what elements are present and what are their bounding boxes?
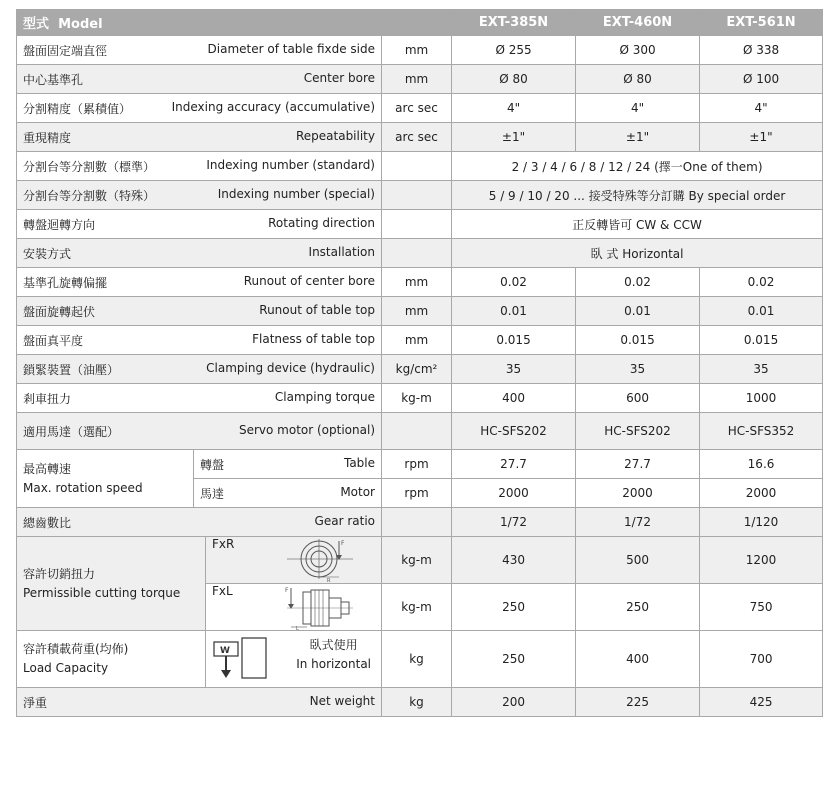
unit: mm [382,36,452,65]
value: 2000 [576,479,700,508]
value: 4" [452,94,576,123]
label-zh: 中心基準孔 [23,72,84,87]
load-w-text: W [220,646,230,656]
value: HC-SFS352 [700,413,823,450]
row-clamping [17,355,823,384]
model-2: EXT-460N [576,10,700,36]
unit [382,210,452,239]
label-zh: 鎖緊裝置（油壓） [23,362,120,377]
value: Ø 80 [576,65,700,94]
row-indexing [17,94,823,123]
unit: kg-m [382,537,452,584]
model-header: 型式 Model [17,10,452,36]
value: 0.015 [700,326,823,355]
load-sub-en: In horizontal [296,657,371,671]
unit [382,508,452,537]
value: 1/72 [576,508,700,537]
label-en: Center bore [303,70,375,85]
row-runout-bore [17,268,823,297]
fxr-cell [206,537,382,584]
fxl-l-text: L [296,626,299,630]
fxr-r-text: R [327,578,331,583]
label-zh: 淨重 [23,695,48,710]
label-en: Flatness of table top [252,331,375,346]
row-torque [17,384,823,413]
value: 35 [452,355,576,384]
label-zh: 分割台等分割數（特殊） [23,188,156,203]
label-zh: 基準孔旋轉偏擺 [23,275,108,290]
value: 2 / 3 / 4 / 6 / 8 / 12 / 24 (擇一One of them) [452,152,823,181]
value: 0.01 [576,297,700,326]
sub-label-en: Table [343,455,375,470]
unit: arc sec [382,123,452,152]
load-label [17,631,206,688]
value: HC-SFS202 [452,413,576,450]
model-3: EXT-561N [700,10,823,36]
row-diameter [17,36,823,65]
load-cell [206,631,382,688]
value: 16.6 [700,450,823,479]
label-zh: 最高轉速 [23,461,72,476]
label-en: Indexing number (standard) [206,157,375,172]
sub-label-zh: 轉盤 [200,457,225,472]
label-zh: 盤面真平度 [23,333,84,348]
row-cutting-fxr [17,537,823,584]
value: 35 [700,355,823,384]
label-zh: 容許積載荷重(均佈) [23,642,129,656]
value: 430 [452,537,576,584]
value: 4" [576,94,700,123]
label-zh: 分割精度（累積值） [23,101,132,116]
label-en: Clamping device (hydraulic) [206,360,375,375]
unit: kg/cm² [382,355,452,384]
label-zh: 適用馬達（選配） [23,424,120,439]
value: 750 [700,584,823,631]
value: ±1" [452,123,576,152]
value: 1200 [700,537,823,584]
label-en: Max. rotation speed [23,480,143,495]
value: Ø 300 [576,36,700,65]
value: 0.02 [452,268,576,297]
value: 425 [700,688,823,717]
value: ±1" [576,123,700,152]
fxr-diagram-icon [283,537,363,583]
value: 2000 [700,479,823,508]
label-en: Indexing accuracy (accumulative) [171,99,375,114]
value: 200 [452,688,576,717]
row-speed-table [17,450,823,479]
unit [382,239,452,268]
label-en: Repeatability [295,128,375,143]
value: 400 [576,631,700,688]
unit: mm [382,65,452,94]
unit: mm [382,297,452,326]
fxl-f-text: F [285,587,289,594]
row-repeat [17,123,823,152]
fxr-f-text: F [341,540,345,547]
value: 0.015 [576,326,700,355]
model-1: EXT-385N [452,10,576,36]
row-flatness [17,326,823,355]
label-zh: 剎車扭力 [23,391,72,406]
label-en: Diameter of table fixde side [207,41,375,56]
fxl-diagram-icon [283,584,363,630]
label-zh: 分割台等分割數（標準） [23,159,156,174]
value: 0.02 [700,268,823,297]
value: 0.015 [452,326,576,355]
unit [382,181,452,210]
unit [382,413,452,450]
value: 1/120 [700,508,823,537]
spec-table [16,9,823,717]
fxl-label: FxL [212,584,233,598]
load-sub-zh: 臥式使用 [309,638,358,652]
load-diagram-icon [212,636,268,682]
sub-label-zh: 馬達 [200,486,225,501]
unit: rpm [382,450,452,479]
row-servo [17,413,823,450]
value: HC-SFS202 [576,413,700,450]
label-zh: 重現精度 [23,130,72,145]
row-load [17,631,823,688]
cutting-label [17,537,206,631]
row-gear [17,508,823,537]
sub-label-en: Motor [340,484,375,499]
value: 2000 [452,479,576,508]
value: 5 / 9 / 10 / 20 ... 接受特殊等分訂購 By special order [452,181,823,210]
unit: kg [382,688,452,717]
unit: mm [382,326,452,355]
unit [382,152,452,181]
value: 400 [452,384,576,413]
label-en: Net weight [309,693,375,708]
unit: kg-m [382,584,452,631]
unit: arc sec [382,94,452,123]
value: 正反轉皆可 CW & CCW [452,210,823,239]
fxr-label: FxR [212,537,235,551]
label-en: Permissible cutting torque [23,585,181,600]
header-row [17,10,823,36]
value: 225 [576,688,700,717]
label-en: Load Capacity [23,661,109,675]
unit: kg [382,631,452,688]
unit: mm [382,268,452,297]
label-en: Clamping torque [274,389,375,404]
row-rotation [17,210,823,239]
value: 臥 式 Horizontal [452,239,823,268]
value: 500 [576,537,700,584]
fxl-cell [206,584,382,631]
value: 250 [452,631,576,688]
unit: kg-m [382,384,452,413]
value: 250 [576,584,700,631]
label-en: Installation [308,244,375,259]
label-en: Runout of center bore [243,273,375,288]
label-en: Gear ratio [314,513,375,528]
label-zh: 總齒數比 [23,515,72,530]
row-num-spc [17,181,823,210]
row-bore [17,65,823,94]
label-zh: 容許切銷扭力 [23,566,96,581]
speed-label [17,450,194,508]
row-runout-top [17,297,823,326]
value: 4" [700,94,823,123]
label-zh: 盤面固定端直徑 [23,43,108,58]
value: 0.01 [700,297,823,326]
value: 0.02 [576,268,700,297]
label-en: Rotating direction [268,215,375,230]
label-en: Runout of table top [259,302,375,317]
value: 35 [576,355,700,384]
value: ±1" [700,123,823,152]
value: 600 [576,384,700,413]
value: Ø 255 [452,36,576,65]
row-num-std [17,152,823,181]
value: 0.01 [452,297,576,326]
value: Ø 80 [452,65,576,94]
value: Ø 338 [700,36,823,65]
unit: rpm [382,479,452,508]
value: 1000 [700,384,823,413]
label-zh: 轉盤迴轉方向 [23,217,96,232]
value: Ø 100 [700,65,823,94]
label-zh: 安裝方式 [23,246,72,261]
label-en: Indexing number (special) [217,186,375,201]
value: 1/72 [452,508,576,537]
label-zh: 盤面旋轉起伏 [23,304,96,319]
row-weight [17,688,823,717]
value: 700 [700,631,823,688]
label-en: Servo motor (optional) [238,422,375,437]
value: 250 [452,584,576,631]
row-install [17,239,823,268]
value: 27.7 [452,450,576,479]
value: 27.7 [576,450,700,479]
